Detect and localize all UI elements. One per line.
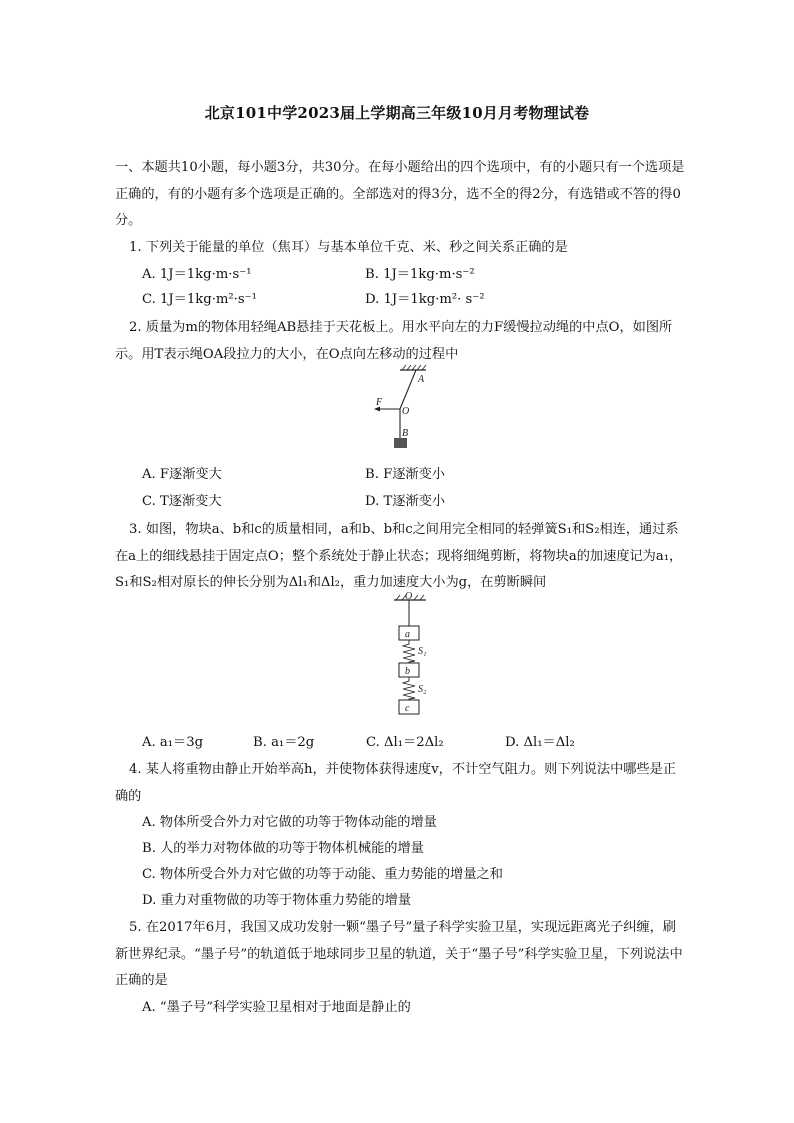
q2-option-b: B. F逐渐变小 <box>365 467 445 482</box>
label-block-a: a <box>405 629 410 640</box>
question-3-stem: 3. 如图，物块a、b和c的质量相同，a和b、b和c之间用完全相同的轻弹簧S₁和S₂相连，通过系在a上的细线悬挂于固定点O；整个系统处于静止状态；现将细绳剪断，将物块a的加速度记为a₁，S₁和S₂相对原长的伸长分别为Δl₁和Δl₂，重力加速度大小为g，在剪断瞬间 <box>115 522 683 590</box>
label-spring-s2: S₂ <box>418 684 427 695</box>
section-intro: 一、本题共10小题，每小题3分，共30分。在每小题给出的四个选项中，有的小题只有一个选项是正确的，有的小题有多个选项是正确的。全部选对的得3分，选不全的得2分，有选错或不答的得0分。 <box>115 160 685 228</box>
label-f: F <box>376 397 383 408</box>
label-o: O <box>405 592 413 602</box>
q4-option-c: C. 物体所受合外力对它做的功等于动能、重力势能的增量之和 <box>142 867 503 882</box>
question-2-stem: 2. 质量为m的物体用轻绳AB悬挂于天花板上。用水平向左的力F缓慢拉动绳的中点O，如图所示。用T表示绳OA段拉力的大小，在O点向左移动的过程中 <box>115 320 673 362</box>
question-1-stem: 1. 下列关于能量的单位（焦耳）与基本单位千克、米、秒之间关系正确的是 <box>129 240 568 255</box>
question-5-stem: 5. 在2017年6月，我国又成功发射一颗“墨子号”量子科学实验卫星，实现远距离光子纠缠，刷新世界纪录。“墨子号”的轨道低于地球同步卫星的轨道，关于“墨子号”科学实验卫星，下列说法中正确的是 <box>115 920 683 988</box>
q2-option-c: C. T逐渐变大 <box>142 494 222 509</box>
q1-option-b: B. 1J＝1kg·m·s⁻² <box>365 267 475 282</box>
q1-option-c: C. 1J＝1kg·m²·s⁻¹ <box>142 292 257 307</box>
q2-rope-figure <box>368 364 428 454</box>
q2-option-d: D. T逐渐变小 <box>365 494 446 509</box>
label-b: B <box>402 428 409 439</box>
q3-option-b: B. a₁＝2g <box>253 735 315 750</box>
page-title: 北京101中学2023届上学期高三年级10月月考物理试卷 <box>204 104 590 122</box>
q3-spring-figure <box>386 592 436 722</box>
q3-option-a: A. a₁＝3g <box>142 735 204 750</box>
q1-option-a: A. 1J＝1kg·m·s⁻¹ <box>142 267 252 282</box>
label-a: A <box>418 374 425 385</box>
q3-option-c: C. Δl₁＝2Δl₂ <box>366 735 444 750</box>
q3-option-d: D. Δl₁＝Δl₂ <box>505 735 575 750</box>
label-block-b: b <box>405 666 410 677</box>
q1-option-d: D. 1J＝1kg·m²· s⁻² <box>365 292 485 307</box>
q5-option-a: A. “墨子号”科学实验卫星相对于地面是静止的 <box>142 1000 411 1015</box>
q4-option-a: A. 物体所受合外力对它做的功等于物体动能的增量 <box>142 815 437 830</box>
label-block-c: c <box>405 703 410 714</box>
q4-option-d: D. 重力对重物做的功等于物体重力势能的增量 <box>142 893 412 908</box>
q2-option-a: A. F逐渐变大 <box>142 467 222 482</box>
q4-option-b: B. 人的举力对物体做的功等于物体机械能的增量 <box>142 841 424 856</box>
label-spring-s1: S₁ <box>418 646 427 657</box>
label-o: O <box>402 406 410 417</box>
question-4-stem: 4. 某人将重物由静止开始举高h，并使物体获得速度v，不计空气阻力。则下列说法中哪些是正确的 <box>115 762 677 804</box>
